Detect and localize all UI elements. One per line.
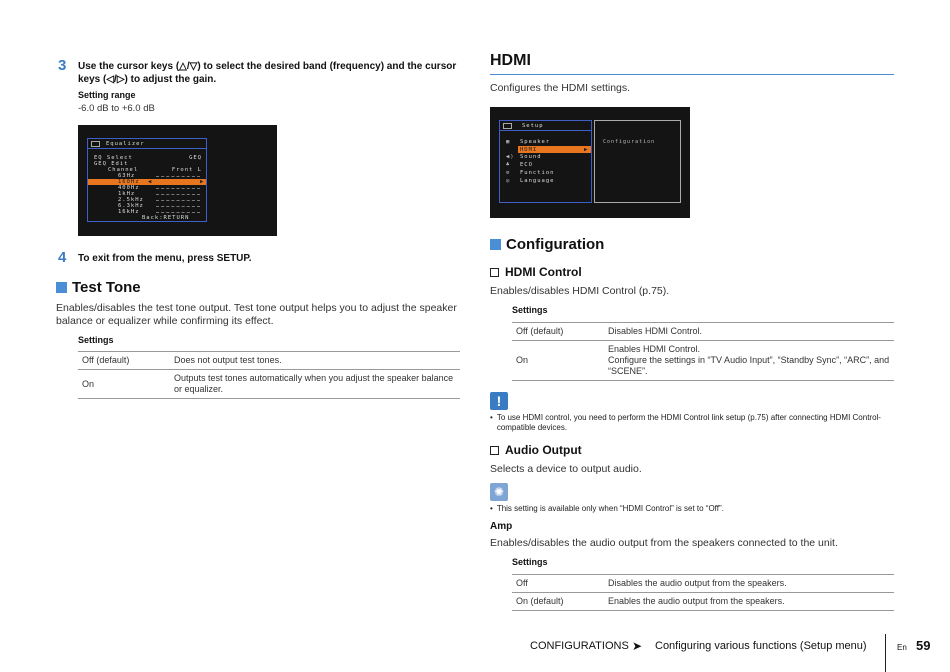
section-marker-icon <box>490 239 501 250</box>
equalizer-panel <box>87 138 207 222</box>
amp-title: Amp <box>490 521 513 532</box>
footer-section-link[interactable]: CONFIGURATIONS <box>530 640 629 652</box>
table-row <box>512 341 894 381</box>
amp-settings-table <box>512 574 894 611</box>
eq-band-label: 6.3kHz <box>118 203 144 209</box>
desc-cell: Outputs test tones automatically when you adjust the speaker balance or equalizer. <box>170 370 460 399</box>
eq-row-label: Channel <box>108 167 139 173</box>
table-row <box>512 323 894 341</box>
footer-subsection-link[interactable]: Configuring various functions (Setup menu) <box>655 640 867 652</box>
eq-band-label: 63Hz <box>118 173 136 179</box>
checkbox-icon <box>490 446 499 455</box>
eq-row-label: EQ Select <box>94 155 133 161</box>
eq-band-slider <box>156 176 200 177</box>
eq-band-label: 2.5kHz <box>118 197 144 203</box>
step-4-text: To exit from the menu, press SETUP. <box>78 253 252 264</box>
eq-band-label: 16kHz <box>118 209 140 215</box>
eq-band-slider <box>156 212 200 213</box>
setting-range-label: Setting range <box>78 90 136 100</box>
setup-title: Setup <box>522 123 544 129</box>
page-number: 59 <box>916 638 931 653</box>
bullet: • <box>490 504 493 513</box>
equalizer-icon <box>91 141 100 147</box>
test-tone-title: Test Tone <box>72 279 141 296</box>
tip-text: This setting is available only when “HDMI Control” is set to “Off”. <box>496 504 724 513</box>
step-number: 3 <box>58 57 67 74</box>
exclamation-icon: ! <box>490 392 508 410</box>
eq-row-value: GEQ <box>189 155 202 161</box>
test-tone-heading <box>56 279 141 296</box>
option-cell: Off <box>512 575 604 593</box>
eq-band-label: 400Hz <box>118 185 140 191</box>
checkbox-icon <box>490 268 499 277</box>
desc-cell: Enables the audio output from the speakers. <box>604 593 894 611</box>
eq-row-value: Front L <box>171 167 202 173</box>
eq-row-label: GEQ Edit <box>94 161 129 167</box>
setup-header <box>500 121 591 131</box>
section-marker-icon <box>56 282 67 293</box>
footer-arrow-icon: ➤ <box>632 639 643 653</box>
desc-cell: Disables the audio output from the speakers. <box>604 575 894 593</box>
setup-menu-item[interactable]: Function <box>520 170 555 176</box>
desc-cell: Enables HDMI Control. Configure the settings in “TV Audio Input”, “Standby Sync”, “ARC”, and “SCENE”. <box>604 341 894 381</box>
audio-output-heading <box>490 443 582 457</box>
settings-label: Settings <box>512 305 548 315</box>
setup-menu-panel <box>499 120 592 203</box>
eq-footer: Back:RETURN <box>142 215 190 221</box>
chevron-right-icon: ▶ <box>584 147 589 153</box>
eq-right-arrow-icon: ▶ <box>200 179 205 185</box>
hdmi-title-rule <box>490 74 894 75</box>
hdmi-desc: Configures the HDMI settings. <box>490 82 631 94</box>
eq-left-arrow-icon: ◀ <box>148 179 153 185</box>
eq-selected-band-highlight <box>88 179 206 185</box>
eq-band-slider <box>156 188 200 189</box>
configuration-title: Configuration <box>506 236 605 253</box>
audio-output-title: Audio Output <box>505 443 582 457</box>
audio-output-desc: Selects a device to output audio. <box>490 463 642 475</box>
option-cell: On <box>78 370 170 399</box>
setting-range-value: -6.0 dB to +6.0 dB <box>78 103 155 114</box>
hdmi-control-note <box>490 413 890 433</box>
settings-label: Settings <box>78 335 114 345</box>
sound-icon: ◀) <box>506 154 515 160</box>
eq-band-slider <box>156 194 200 195</box>
table-row <box>512 575 894 593</box>
option-cell: On <box>512 341 604 381</box>
eq-band-slider <box>156 206 200 207</box>
equalizer-header <box>88 139 206 149</box>
configuration-heading <box>490 236 604 253</box>
note-text: To use HDMI control, you need to perform the HDMI Control link setup (p.75) after connecting HDMI Control-compatible devices. <box>496 413 881 432</box>
hdmi-title: HDMI <box>490 52 531 69</box>
desc-cell: Disables HDMI Control. <box>604 323 894 341</box>
speaker-icon: ▣ <box>506 139 511 145</box>
amp-desc: Enables/disables the audio output from the speakers connected to the unit. <box>490 537 838 549</box>
bullet: • <box>490 413 493 422</box>
eq-band-label: 160Hz <box>118 179 140 185</box>
settings-label: Settings <box>512 557 548 567</box>
audio-output-tip <box>490 504 724 514</box>
eco-icon: ♣ <box>506 162 511 168</box>
option-cell: Off (default) <box>78 352 170 370</box>
footer-lang: En <box>897 643 907 652</box>
hdmi-control-heading <box>490 265 582 279</box>
setup-icon <box>503 123 512 129</box>
table-row <box>512 593 894 611</box>
step-number: 4 <box>58 249 67 266</box>
setup-menu-item[interactable]: Sound <box>520 154 542 160</box>
equalizer-title: Equalizer <box>106 141 145 147</box>
table-row <box>78 370 460 399</box>
hdmi-control-settings-table <box>512 322 894 381</box>
step-3-text: Use the cursor keys (△/▽) to select the desired band (frequency) and the cursor keys (◁/▷) to adjust the gain. <box>78 61 457 85</box>
desc-cell: Does not output test tones. <box>170 352 460 370</box>
hdmi-control-desc: Enables/disables HDMI Control (p.75). <box>490 285 670 297</box>
option-cell: Off (default) <box>512 323 604 341</box>
setup-screen <box>490 107 690 218</box>
test-tone-desc: Enables/disables the test tone output. Test tone output helps you to adjust the speaker balance or equalizer while confirming its effect. <box>56 302 457 327</box>
lightbulb-icon: ✺ <box>490 483 508 501</box>
setup-menu-item[interactable]: Speaker <box>520 139 551 145</box>
setup-menu-item[interactable]: Language <box>520 178 555 184</box>
footer-divider <box>885 634 886 672</box>
option-cell: On (default) <box>512 593 604 611</box>
setup-menu-item[interactable]: HDMI <box>520 147 538 153</box>
config-panel-label: Configuration <box>603 139 656 145</box>
eq-band-label: 1kHz <box>118 191 136 197</box>
setup-menu-item[interactable]: ECO <box>520 162 533 168</box>
hdmi-control-title: HDMI Control <box>505 265 582 279</box>
function-icon: ⚙ <box>506 170 511 176</box>
equalizer-screen <box>78 125 277 236</box>
setup-config-panel <box>594 120 681 203</box>
table-row <box>78 352 460 370</box>
language-icon: ◎ <box>506 178 511 184</box>
test-tone-settings-table <box>78 351 460 399</box>
eq-band-slider <box>156 200 200 201</box>
